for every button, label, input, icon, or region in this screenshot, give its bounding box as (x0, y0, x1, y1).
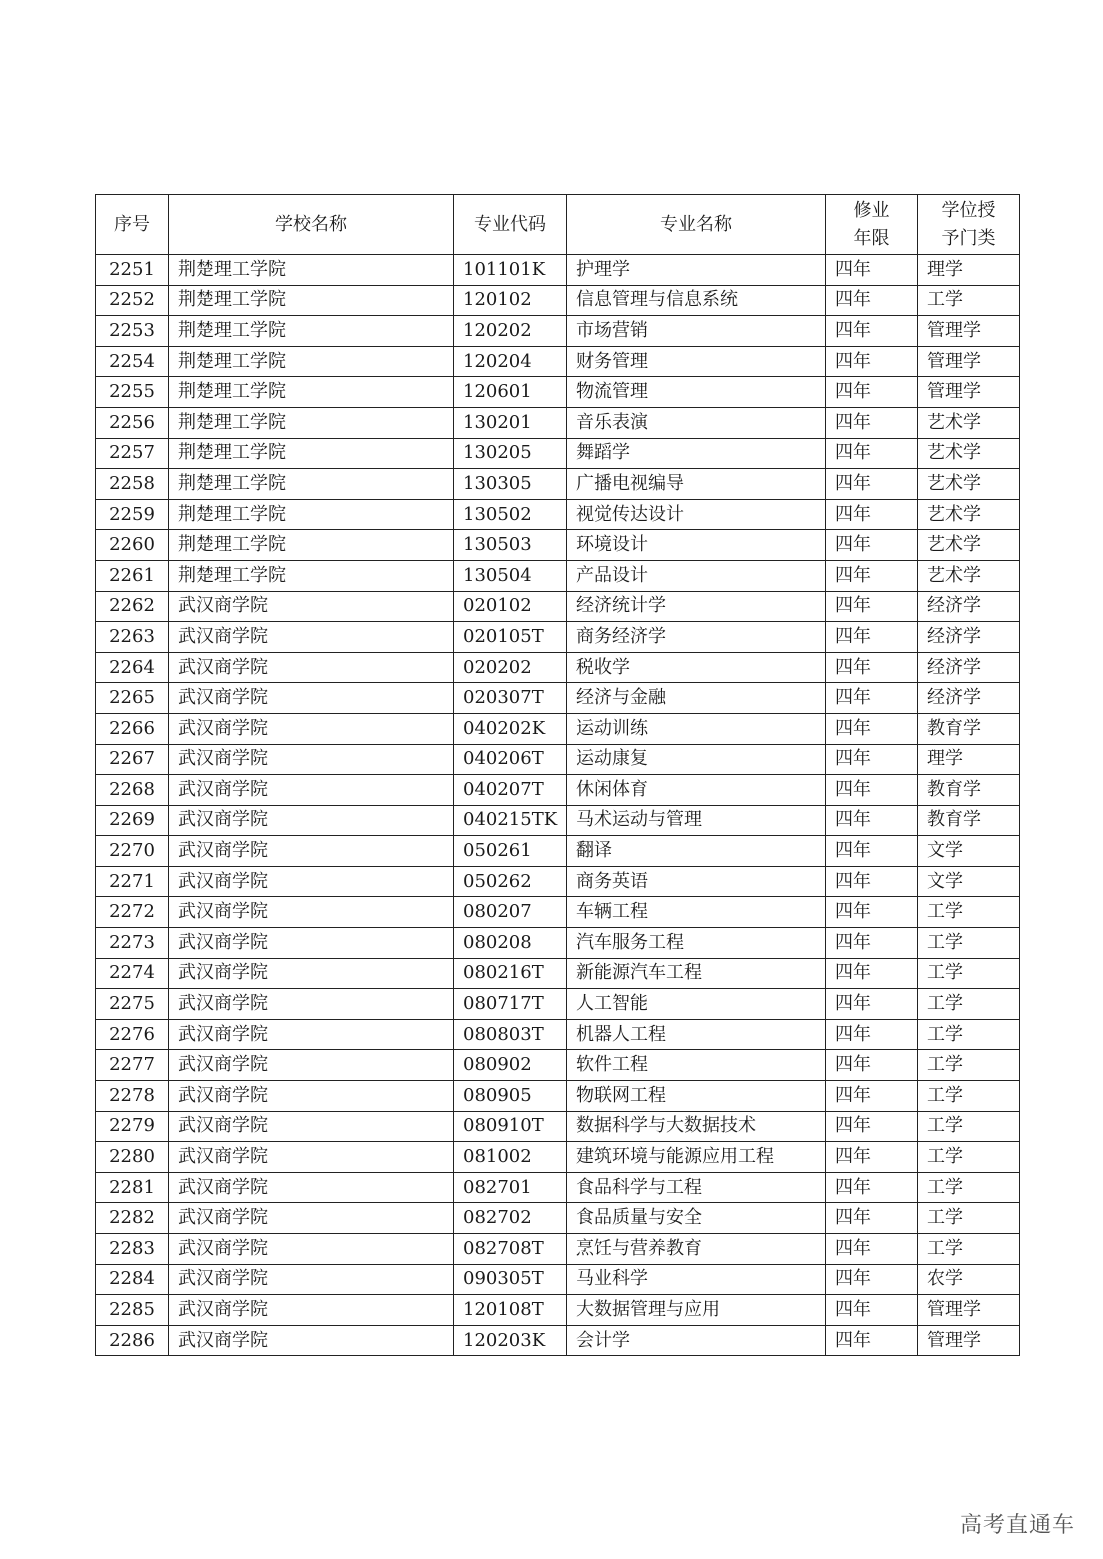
cell-degree: 工学 (918, 989, 1020, 1020)
cell-major: 舞蹈学 (567, 438, 826, 469)
cell-school: 武汉商学院 (169, 744, 454, 775)
cell-no: 2275 (96, 989, 169, 1020)
cell-degree: 管理学 (918, 1325, 1020, 1356)
cell-major: 翻译 (567, 836, 826, 867)
cell-major: 运动康复 (567, 744, 826, 775)
table-row (96, 1264, 1020, 1295)
cell-degree: 艺术学 (918, 560, 1020, 591)
cell-major: 数据科学与大数据技术 (567, 1111, 826, 1142)
table-row (96, 1050, 1020, 1081)
cell-school: 武汉商学院 (169, 1203, 454, 1234)
table-row (96, 438, 1020, 469)
table-row (96, 1111, 1020, 1142)
cell-code: 080910T (454, 1111, 567, 1142)
cell-code: 040215TK (454, 805, 567, 836)
cell-no: 2265 (96, 683, 169, 714)
cell-years: 四年 (826, 255, 918, 286)
cell-degree: 经济学 (918, 591, 1020, 622)
cell-code: 040207T (454, 775, 567, 806)
cell-no: 2254 (96, 346, 169, 377)
cell-major: 产品设计 (567, 560, 826, 591)
cell-degree: 管理学 (918, 377, 1020, 408)
cell-code: 130502 (454, 499, 567, 530)
table-row (96, 897, 1020, 928)
cell-no: 2251 (96, 255, 169, 286)
cell-degree: 文学 (918, 836, 1020, 867)
cell-degree: 艺术学 (918, 530, 1020, 561)
cell-major: 经济统计学 (567, 591, 826, 622)
table-row (96, 255, 1020, 286)
cell-no: 2268 (96, 775, 169, 806)
cell-no: 2267 (96, 744, 169, 775)
cell-code: 080207 (454, 897, 567, 928)
cell-years: 四年 (826, 1203, 918, 1234)
cell-code: 130503 (454, 530, 567, 561)
cell-years: 四年 (826, 1234, 918, 1265)
cell-major: 经济与金融 (567, 683, 826, 714)
cell-code: 120102 (454, 285, 567, 316)
cell-code: 082701 (454, 1172, 567, 1203)
header-years-line1: 修业 (853, 199, 890, 221)
cell-school: 武汉商学院 (169, 1295, 454, 1326)
cell-no: 2272 (96, 897, 169, 928)
cell-major: 视觉传达设计 (567, 499, 826, 530)
table-row (96, 591, 1020, 622)
cell-degree: 艺术学 (918, 469, 1020, 500)
cell-code: 020307T (454, 683, 567, 714)
table-row (96, 928, 1020, 959)
cell-major: 商务经济学 (567, 622, 826, 653)
cell-no: 2269 (96, 805, 169, 836)
cell-major: 物流管理 (567, 377, 826, 408)
cell-degree: 教育学 (918, 775, 1020, 806)
cell-school: 武汉商学院 (169, 1234, 454, 1265)
cell-major: 人工智能 (567, 989, 826, 1020)
cell-years: 四年 (826, 775, 918, 806)
cell-no: 2271 (96, 866, 169, 897)
cell-major: 马业科学 (567, 1264, 826, 1295)
cell-no: 2284 (96, 1264, 169, 1295)
cell-code: 080902 (454, 1050, 567, 1081)
table-row (96, 652, 1020, 683)
cell-no: 2270 (96, 836, 169, 867)
table-row (96, 683, 1020, 714)
table-row (96, 1234, 1020, 1265)
header-major: 专业名称 (567, 195, 826, 255)
cell-major: 环境设计 (567, 530, 826, 561)
cell-years: 四年 (826, 1019, 918, 1050)
cell-school: 武汉商学院 (169, 1142, 454, 1173)
cell-code: 080905 (454, 1081, 567, 1112)
header-no: 序号 (96, 195, 169, 255)
cell-no: 2257 (96, 438, 169, 469)
cell-code: 020102 (454, 591, 567, 622)
cell-no: 2263 (96, 622, 169, 653)
cell-major: 车辆工程 (567, 897, 826, 928)
cell-no: 2264 (96, 652, 169, 683)
cell-no: 2252 (96, 285, 169, 316)
cell-no: 2261 (96, 560, 169, 591)
cell-major: 大数据管理与应用 (567, 1295, 826, 1326)
cell-school: 武汉商学院 (169, 1172, 454, 1203)
cell-degree: 经济学 (918, 652, 1020, 683)
cell-years: 四年 (826, 346, 918, 377)
cell-code: 130504 (454, 560, 567, 591)
cell-school: 武汉商学院 (169, 591, 454, 622)
cell-degree: 工学 (918, 958, 1020, 989)
cell-degree: 理学 (918, 255, 1020, 286)
cell-major: 软件工程 (567, 1050, 826, 1081)
cell-years: 四年 (826, 1142, 918, 1173)
cell-years: 四年 (826, 591, 918, 622)
header-code: 专业代码 (454, 195, 567, 255)
cell-degree: 工学 (918, 1203, 1020, 1234)
cell-school: 武汉商学院 (169, 928, 454, 959)
cell-school: 荆楚理工学院 (169, 346, 454, 377)
table-row (96, 1295, 1020, 1326)
cell-code: 090305T (454, 1264, 567, 1295)
cell-degree: 艺术学 (918, 499, 1020, 530)
cell-school: 荆楚理工学院 (169, 255, 454, 286)
cell-years: 四年 (826, 407, 918, 438)
cell-code: 080803T (454, 1019, 567, 1050)
cell-years: 四年 (826, 989, 918, 1020)
table-body (96, 255, 1020, 1356)
cell-major: 广播电视编导 (567, 469, 826, 500)
cell-school: 武汉商学院 (169, 775, 454, 806)
cell-no: 2281 (96, 1172, 169, 1203)
cell-school: 武汉商学院 (169, 866, 454, 897)
header-school: 学校名称 (169, 195, 454, 255)
cell-degree: 工学 (918, 928, 1020, 959)
cell-no: 2286 (96, 1325, 169, 1356)
cell-major: 汽车服务工程 (567, 928, 826, 959)
cell-code: 120108T (454, 1295, 567, 1326)
cell-major: 音乐表演 (567, 407, 826, 438)
cell-code: 081002 (454, 1142, 567, 1173)
cell-no: 2274 (96, 958, 169, 989)
table-row (96, 866, 1020, 897)
cell-years: 四年 (826, 1264, 918, 1295)
watermark: 高考直通车 (959, 1513, 1075, 1538)
cell-school: 武汉商学院 (169, 1264, 454, 1295)
cell-degree: 工学 (918, 1234, 1020, 1265)
cell-school: 武汉商学院 (169, 1050, 454, 1081)
cell-no: 2262 (96, 591, 169, 622)
cell-major: 马术运动与管理 (567, 805, 826, 836)
cell-no: 2260 (96, 530, 169, 561)
header-row (96, 195, 1020, 255)
cell-school: 武汉商学院 (169, 1019, 454, 1050)
table-row (96, 713, 1020, 744)
table-row (96, 1081, 1020, 1112)
cell-years: 四年 (826, 1111, 918, 1142)
cell-degree: 经济学 (918, 622, 1020, 653)
cell-no: 2258 (96, 469, 169, 500)
cell-code: 080208 (454, 928, 567, 959)
cell-years: 四年 (826, 958, 918, 989)
cell-degree: 艺术学 (918, 438, 1020, 469)
cell-degree: 教育学 (918, 713, 1020, 744)
cell-years: 四年 (826, 285, 918, 316)
cell-no: 2282 (96, 1203, 169, 1234)
table-row (96, 1142, 1020, 1173)
cell-no: 2259 (96, 499, 169, 530)
cell-code: 120203K (454, 1325, 567, 1356)
cell-major: 信息管理与信息系统 (567, 285, 826, 316)
cell-school: 武汉商学院 (169, 958, 454, 989)
cell-years: 四年 (826, 744, 918, 775)
header-years (826, 195, 918, 255)
table-row (96, 744, 1020, 775)
cell-major: 会计学 (567, 1325, 826, 1356)
cell-code: 130305 (454, 469, 567, 500)
cell-no: 2266 (96, 713, 169, 744)
cell-years: 四年 (826, 377, 918, 408)
cell-code: 130201 (454, 407, 567, 438)
table-row (96, 530, 1020, 561)
table-row (96, 836, 1020, 867)
cell-major: 财务管理 (567, 346, 826, 377)
cell-code: 130205 (454, 438, 567, 469)
cell-school: 荆楚理工学院 (169, 438, 454, 469)
cell-degree: 工学 (918, 1050, 1020, 1081)
cell-school: 武汉商学院 (169, 805, 454, 836)
table-row (96, 1019, 1020, 1050)
cell-years: 四年 (826, 1325, 918, 1356)
table-row (96, 622, 1020, 653)
cell-degree: 工学 (918, 1172, 1020, 1203)
header-degree-line1: 学位授 (941, 199, 996, 221)
cell-school: 武汉商学院 (169, 1081, 454, 1112)
cell-code: 120202 (454, 316, 567, 347)
cell-code: 080717T (454, 989, 567, 1020)
cell-school: 武汉商学院 (169, 713, 454, 744)
table-row (96, 989, 1020, 1020)
cell-code: 082702 (454, 1203, 567, 1234)
table-row (96, 316, 1020, 347)
cell-years: 四年 (826, 897, 918, 928)
cell-degree: 艺术学 (918, 407, 1020, 438)
cell-degree: 工学 (918, 897, 1020, 928)
cell-major: 物联网工程 (567, 1081, 826, 1112)
cell-years: 四年 (826, 530, 918, 561)
cell-school: 荆楚理工学院 (169, 499, 454, 530)
cell-years: 四年 (826, 866, 918, 897)
cell-no: 2280 (96, 1142, 169, 1173)
table-row (96, 499, 1020, 530)
cell-years: 四年 (826, 1050, 918, 1081)
cell-years: 四年 (826, 622, 918, 653)
cell-years: 四年 (826, 652, 918, 683)
cell-degree: 工学 (918, 285, 1020, 316)
cell-degree: 文学 (918, 866, 1020, 897)
cell-school: 荆楚理工学院 (169, 377, 454, 408)
cell-code: 101101K (454, 255, 567, 286)
cell-major: 食品科学与工程 (567, 1172, 826, 1203)
table-row (96, 469, 1020, 500)
cell-degree: 工学 (918, 1111, 1020, 1142)
cell-degree: 理学 (918, 744, 1020, 775)
cell-code: 120204 (454, 346, 567, 377)
table-row (96, 958, 1020, 989)
cell-code: 040206T (454, 744, 567, 775)
cell-years: 四年 (826, 683, 918, 714)
table-row (96, 1203, 1020, 1234)
cell-no: 2283 (96, 1234, 169, 1265)
cell-school: 武汉商学院 (169, 683, 454, 714)
cell-years: 四年 (826, 469, 918, 500)
cell-school: 荆楚理工学院 (169, 316, 454, 347)
table-row (96, 1172, 1020, 1203)
cell-degree: 工学 (918, 1019, 1020, 1050)
table-row (96, 775, 1020, 806)
cell-no: 2256 (96, 407, 169, 438)
table-row (96, 346, 1020, 377)
cell-code: 020202 (454, 652, 567, 683)
cell-major: 机器人工程 (567, 1019, 826, 1050)
cell-code: 020105T (454, 622, 567, 653)
cell-school: 荆楚理工学院 (169, 285, 454, 316)
cell-degree: 管理学 (918, 316, 1020, 347)
cell-school: 荆楚理工学院 (169, 560, 454, 591)
cell-years: 四年 (826, 1172, 918, 1203)
cell-years: 四年 (826, 836, 918, 867)
cell-school: 武汉商学院 (169, 897, 454, 928)
cell-major: 运动训练 (567, 713, 826, 744)
header-years-line2: 年限 (853, 227, 890, 249)
cell-no: 2278 (96, 1081, 169, 1112)
cell-years: 四年 (826, 1295, 918, 1326)
cell-major: 休闲体育 (567, 775, 826, 806)
cell-code: 050262 (454, 866, 567, 897)
cell-major: 食品质量与安全 (567, 1203, 826, 1234)
cell-years: 四年 (826, 928, 918, 959)
cell-degree: 工学 (918, 1142, 1020, 1173)
cell-years: 四年 (826, 1081, 918, 1112)
table-row (96, 285, 1020, 316)
header-degree (918, 195, 1020, 255)
cell-degree: 经济学 (918, 683, 1020, 714)
table-row (96, 377, 1020, 408)
table-row (96, 1325, 1020, 1356)
cell-years: 四年 (826, 438, 918, 469)
cell-school: 荆楚理工学院 (169, 469, 454, 500)
cell-years: 四年 (826, 805, 918, 836)
cell-school: 武汉商学院 (169, 1325, 454, 1356)
cell-degree: 管理学 (918, 1295, 1020, 1326)
cell-major: 护理学 (567, 255, 826, 286)
table-row (96, 407, 1020, 438)
cell-code: 082708T (454, 1234, 567, 1265)
cell-degree: 工学 (918, 1081, 1020, 1112)
table-row (96, 805, 1020, 836)
cell-school: 荆楚理工学院 (169, 407, 454, 438)
cell-major: 新能源汽车工程 (567, 958, 826, 989)
cell-major: 烹饪与营养教育 (567, 1234, 826, 1265)
cell-no: 2253 (96, 316, 169, 347)
cell-years: 四年 (826, 316, 918, 347)
cell-years: 四年 (826, 560, 918, 591)
cell-school: 荆楚理工学院 (169, 530, 454, 561)
cell-degree: 农学 (918, 1264, 1020, 1295)
cell-no: 2279 (96, 1111, 169, 1142)
cell-school: 武汉商学院 (169, 836, 454, 867)
cell-major: 税收学 (567, 652, 826, 683)
header-degree-line2: 予门类 (941, 227, 996, 249)
cell-school: 武汉商学院 (169, 622, 454, 653)
cell-no: 2277 (96, 1050, 169, 1081)
cell-major: 市场营销 (567, 316, 826, 347)
majors-table (95, 194, 1020, 1356)
cell-no: 2273 (96, 928, 169, 959)
cell-no: 2255 (96, 377, 169, 408)
cell-code: 050261 (454, 836, 567, 867)
cell-school: 武汉商学院 (169, 989, 454, 1020)
cell-years: 四年 (826, 713, 918, 744)
table-row (96, 560, 1020, 591)
cell-years: 四年 (826, 499, 918, 530)
cell-degree: 教育学 (918, 805, 1020, 836)
cell-code: 120601 (454, 377, 567, 408)
cell-no: 2285 (96, 1295, 169, 1326)
cell-code: 040202K (454, 713, 567, 744)
cell-code: 080216T (454, 958, 567, 989)
cell-no: 2276 (96, 1019, 169, 1050)
cell-degree: 管理学 (918, 346, 1020, 377)
cell-major: 建筑环境与能源应用工程 (567, 1142, 826, 1173)
cell-school: 武汉商学院 (169, 1111, 454, 1142)
cell-major: 商务英语 (567, 866, 826, 897)
cell-school: 武汉商学院 (169, 652, 454, 683)
